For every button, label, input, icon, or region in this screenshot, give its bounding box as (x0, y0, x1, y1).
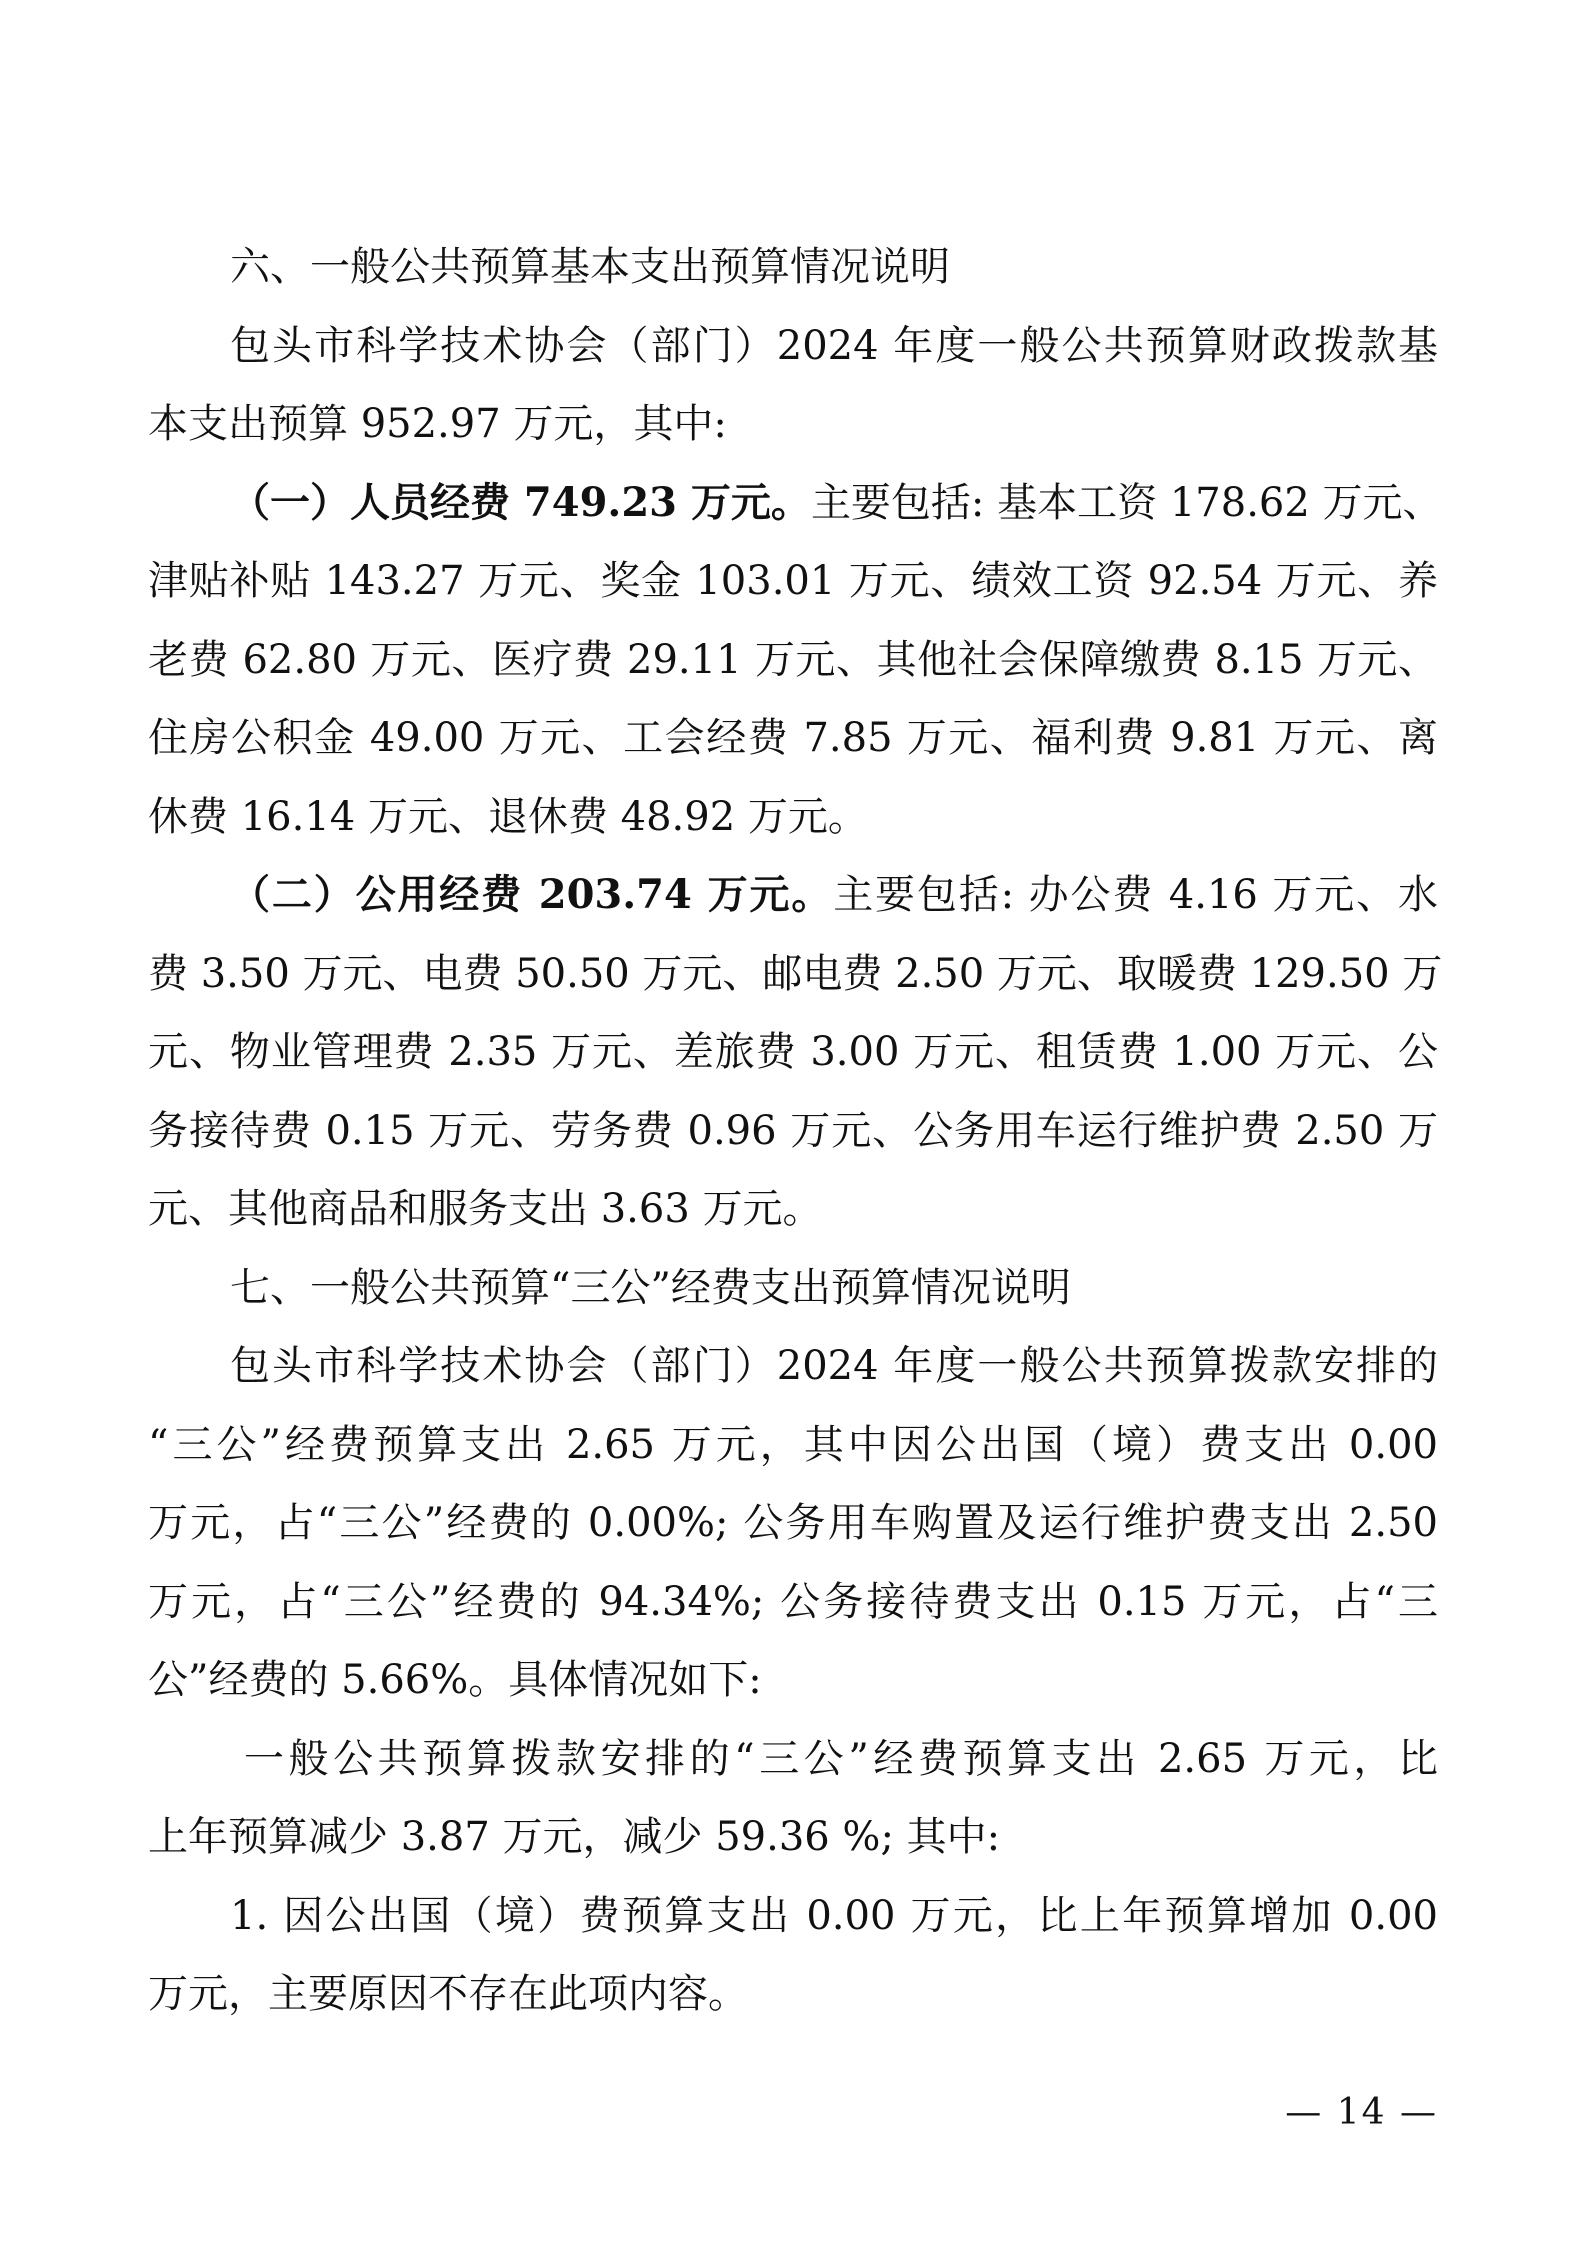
paragraph-text: 主要包括: 办公费 4.16 万元、水 (833, 872, 1439, 918)
section-heading-7: 七、一般公共预算“三公”经费支出预算情况说明 (230, 1264, 1071, 1311)
paragraph-line: 万元，主要原因不存在此项内容。 (148, 1971, 748, 2017)
paragraph-line: 元、其他商品和服务支出 3.63 万元。 (148, 1186, 823, 1232)
paragraph-line: 本支出预算 952.97 万元，其中: (148, 401, 727, 447)
paragraph-line: 务接待费 0.15 万元、劳务费 0.96 万元、公务用车运行维护费 2.50 万 (148, 1107, 1438, 1154)
paragraph-line: 万元，占“三公”经费的 0.00%; 公务用车购置及运行维护费支出 2.50 (148, 1500, 1438, 1546)
page-number: — 14 — (1285, 2092, 1438, 2133)
paragraph-line: 老费 62.80 万元、医疗费 29.11 万元、其他社会保障缴费 8.15 万元、 (148, 636, 1438, 683)
subheading-public-expenses: （二）公用经费 203.74 万元。 (230, 871, 834, 918)
paragraph-line: 津贴补贴 143.27 万元、奖金 103.01 万元、绩效工资 92.54 万元、养 (148, 558, 1438, 604)
paragraph-line: 公”经费的 5.66%。具体情况如下: (148, 1657, 762, 1703)
paragraph-line: 万元，占“三公”经费的 94.34%; 公务接待费支出 0.15 万元，占“三 (148, 1578, 1438, 1625)
paragraph-line: 包头市科学技术协会（部门）2024 年度一般公共预算财政拨款基 (230, 322, 1438, 369)
paragraph-line: 一般公共预算拨款安排的“三公”经费预算支出 2.65 万元，比 (244, 1735, 1438, 1782)
paragraph-line (148, 464, 1443, 543)
document-body (148, 228, 1443, 2034)
paragraph-line: 元、物业管理费 2.35 万元、差旅费 3.00 万元、租赁费 1.00 万元、公 (148, 1029, 1438, 1075)
section-heading-6: 六、一般公共预算基本支出预算情况说明 (230, 244, 950, 290)
paragraph-line: 包头市科学技术协会（部门）2024 年度一般公共预算拨款安排的 (230, 1343, 1438, 1389)
paragraph-line: 费 3.50 万元、电费 50.50 万元、邮电费 2.50 万元、取暖费 129.50 万 (148, 950, 1443, 997)
subheading-personnel-expenses: （一）人员经费 749.23 万元。 (230, 478, 811, 526)
list-item-line: 1. 因公出国（境）费预算支出 0.00 万元，比上年预算增加 0.00 (230, 1892, 1438, 1939)
paragraph-line: 上年预算减少 3.87 万元，减少 59.36 %; 其中: (148, 1814, 1001, 1860)
paragraph-text: 主要包括: 基本工资 178.62 万元、 (810, 479, 1443, 526)
paragraph-line: “三公”经费预算支出 2.65 万元，其中因公出国（境）费支出 0.00 (148, 1421, 1438, 1468)
paragraph-line: 住房公积金 49.00 万元、工会经费 7.85 万元、福利费 9.81 万元、离 (148, 715, 1438, 761)
paragraph-line (148, 856, 1438, 935)
paragraph-line: 休费 16.14 万元、退休费 48.92 万元。 (148, 793, 868, 840)
